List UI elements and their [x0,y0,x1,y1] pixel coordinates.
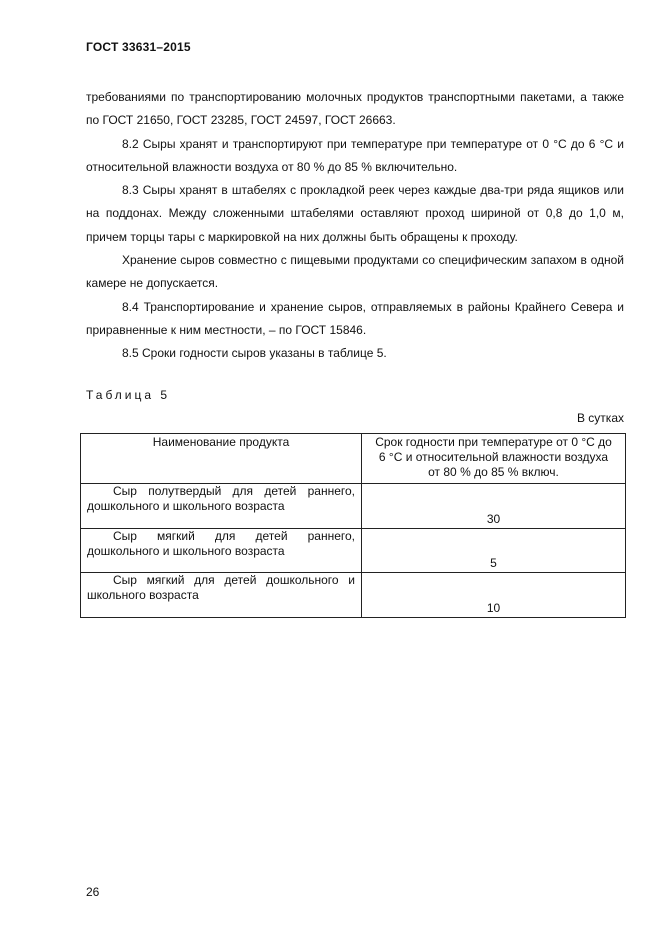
paragraph-8-4: 8.4 Транспортирование и хранение сыров, отправляемых в районы Крайнего Севера и приравненные к ним местности, – по ГОСТ 15846. [86,299,624,337]
table-units: В сутках [576,411,624,425]
paragraph-8-3: 8.3 Сыры хранят в штабелях с прокладкой реек через каждые два-три ряда ящиков или на поддонах. Между сложенными штабелями оставляют проход шириной от 0,8 до 1,0 м, причем торцы тары с маркировкой на них должны быть обращены к проходу. [86,183,624,244]
paragraph-8-2: 8.2 Сыры хранят и транспортируют при температуре при температуре от 0 °С до 6 °С и относительной влажности воздуха от 80 % до 85 % включительно. [86,136,624,174]
product-name-cell: Сыр мягкий для детей дошкольного и школьного возраста [81,573,362,618]
shelf-life-value-cell: 30 [362,484,626,529]
body-text [86,86,624,366]
product-name-cell: Сыр полутвердый для детей раннего, дошкольного и школьного возраста [81,484,362,529]
paragraph-8-5: 8.5 Сроки годности сыров указаны в таблице 5. [122,346,387,361]
document-header: ГОСТ 33631–2015 [86,40,191,54]
paragraph-storage-note: Хранение сыров совместно с пищевыми продуктами со специфическим запахом в одной камере не допускается. [86,253,624,291]
table-row [81,529,626,573]
table-label: Таблица 5 [86,388,171,402]
header-shelf-life: Срок годности при температуре от 0 °С до 6 °С и относительной влажности воздуха от 80 % до 85 % включ. [362,434,626,484]
table-row [81,484,626,529]
shelf-life-value-cell: 5 [362,529,626,573]
table-row [81,573,626,618]
shelf-life-value-cell: 10 [362,573,626,618]
header-product-name: Наименование продукта [81,434,362,484]
table-header-row [81,434,626,484]
paragraph-continuation: требованиями по транспортированию молочных продуктов транспортными пакетами, а также по ГОСТ 21650, ГОСТ 23285, ГОСТ 24597, ГОСТ 26663. [86,90,624,128]
page-number: 26 [86,885,100,899]
shelf-life-table [80,433,626,618]
product-name-cell: Сыр мягкий для детей раннего, дошкольного и школьного возраста [81,529,362,573]
